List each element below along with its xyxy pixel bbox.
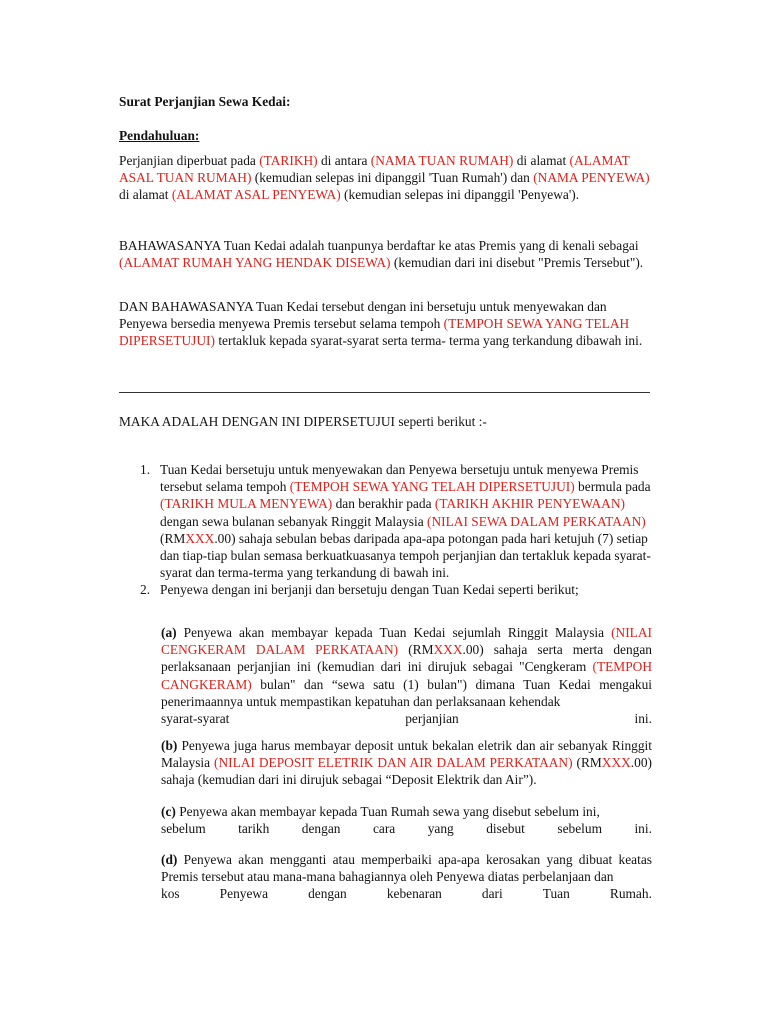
clause-c: (c) Penyewa akan membayar kepada Tuan Rumah sewa yang disebut sebelum ini, sebelum tarikh dengan cara yang disebut sebelum ini. [161, 804, 652, 837]
clause-a: (a) Penyewa akan membayar kepada Tuan Kedai sejumlah Ringgit Malaysia (NILAI CENGKERAM DALAM PERKATAAN) (RMXXX.00) sahaja serta merta dengan perlaksanaan perjanjian ini (kemudian dari ini dirujuk sebagai "Cengkeram (TEMPOH CANGKERAM) bulan" dan “sewa satu (1) bulan") dimana Tuan Kedai mengakui penerimaannya untuk mempastikan kepatuhan dan perlaksanaan kehendak syarat-syarat perjanjian ini. [161, 625, 652, 727]
placeholder-utility-deposit-amount: XXX [601, 755, 631, 771]
clause-d: (d) Penyewa akan mengganti atau memperbaiki apa-apa kerosakan yang dibuat keatas Premis tersebut atau mana-mana bahagiannya oleh Penyewa diatas perbelanjaan dan kos Penyewa dengan kebenaran dari Tuan Rumah. [161, 852, 652, 902]
placeholder-rent-amount: XXX [185, 530, 215, 546]
terms-list [131, 461, 652, 599]
placeholder-tenant-address: (ALAMAT ASAL PENYEWA) [171, 187, 341, 203]
placeholder-deposit-words: (NILAI CENGKERAM DALAM PERKATAAN) [161, 625, 652, 658]
intro-paragraph: Perjanjian diperbuat pada (TARIKH) di antara (NAMA TUAN RUMAH) di alamat (ALAMAT ASAL TUAN RUMAH) (kemudian selepas ini dipanggil 'Tuan Rumah') dan (NAMA PENYEWA) di alamat (ALAMAT ASAL PENYEWA) (kemudian selepas ini dipanggil 'Penyewa'). [119, 153, 650, 203]
placeholder-deposit-amount: XXX [433, 642, 463, 658]
whereas-paragraph: BAHAWASANYA Tuan Kedai adalah tuanpunya berdaftar ke atas Premis yang di kenali sebagai (ALAMAT RUMAH YANG HENDAK DISEWA) (kemudian dari ini disebut "Premis Tersebut"). [119, 238, 644, 271]
section-heading: Pendahuluan: [119, 128, 200, 143]
placeholder-end-date: (TARIKH AKHIR PENYEWAAN) [434, 496, 625, 512]
placeholder-rent-words: (NILAI SEWA DALAM PERKATAAN) [427, 513, 646, 529]
placeholder-deposit-period: (TEMPOH CANGKERAM) [161, 659, 652, 692]
list-item: 2. Penyewa dengan ini berjanji dan bersetuju dengan Tuan Kedai seperti berikut; [140, 582, 579, 598]
list-number: 1. [140, 462, 151, 477]
placeholder-rental-address: (ALAMAT RUMAH YANG HENDAK DISEWA) [119, 255, 391, 271]
agreement-intro: MAKA ADALAH DENGAN INI DIPERSETUJUI seperti berikut :- [119, 414, 487, 429]
placeholder-landlord-address: (ALAMAT ASAL TUAN RUMAH) [119, 153, 630, 186]
placeholder-date: (TARIKH) [259, 153, 318, 168]
list-item: 1. Tuan Kedai bersetuju untuk menyewakan dan Penyewa bersetuju untuk menyewa Premis tersebut selama tempoh (TEMPOH SEWA YANG TELAH DIPERSETUJUI) bermula pada (TARIKH MULA MENYEWA) dan berakhir pada (TARIKH AKHIR PENYEWAAN) dengan sewa bulanan sebanyak Ringgit Malaysia (NILAI SEWA DALAM PERKATAAN) (RMXXX.00) sahaja sebulan bebas daripada apa-apa potongan pada hari ketujuh (7) setiap dan tiap-tiap bulan semasa berkuatkuasanya tempoh perjanjian dan tertakluk kepada syarat-syarat dan terma-terma yang terkandung di bawah ini. [140, 462, 651, 581]
clause-label: (a) [161, 625, 177, 640]
placeholder-rental-period: (TEMPOH SEWA YANG TELAH DIPERSETUJUI) [119, 316, 630, 349]
placeholder-start-date: (TARIKH MULA MENYEWA) [160, 496, 333, 512]
list-number: 2. [140, 582, 151, 598]
document-title: Surat Perjanjian Sewa Kedai: [119, 94, 291, 109]
placeholder-tenant-name: (NAMA PENYEWA) [533, 170, 650, 186]
placeholder-landlord-name: (NAMA TUAN RUMAH) [370, 153, 514, 168]
placeholder-utility-deposit-words: (NILAI DEPOSIT ELETRIK DAN AIR DALAM PERKATAAN) [214, 755, 573, 771]
placeholder-rental-period: (TEMPOH SEWA YANG TELAH DIPERSETUJUI) [289, 479, 575, 495]
clause-label: (d) [161, 852, 178, 867]
clause-label: (c) [161, 804, 176, 819]
divider-line [119, 392, 650, 393]
clause-label: (b) [161, 738, 178, 753]
whereas-agree-paragraph: DAN BAHAWASANYA Tuan Kedai tersebut dengan ini bersetuju untuk menyewakan dan Penyewa bersedia menyewa Premis tersebut selama tempoh (TEMPOH SEWA YANG TELAH DIPERSETUJUI) tertakluk kepada syarat-syarat serta terma- terma yang terkandung dibawah ini. [119, 299, 643, 349]
clause-b: (b) Penyewa juga harus membayar deposit untuk bekalan eletrik dan air sebanyak Ringgit Malaysia (NILAI DEPOSIT ELETRIK DAN AIR DALAM PERKATAAN) (RMXXX.00) sahaja (kemudian dari ini dirujuk sebagai “Deposit Elektrik dan Air”). [161, 738, 652, 788]
